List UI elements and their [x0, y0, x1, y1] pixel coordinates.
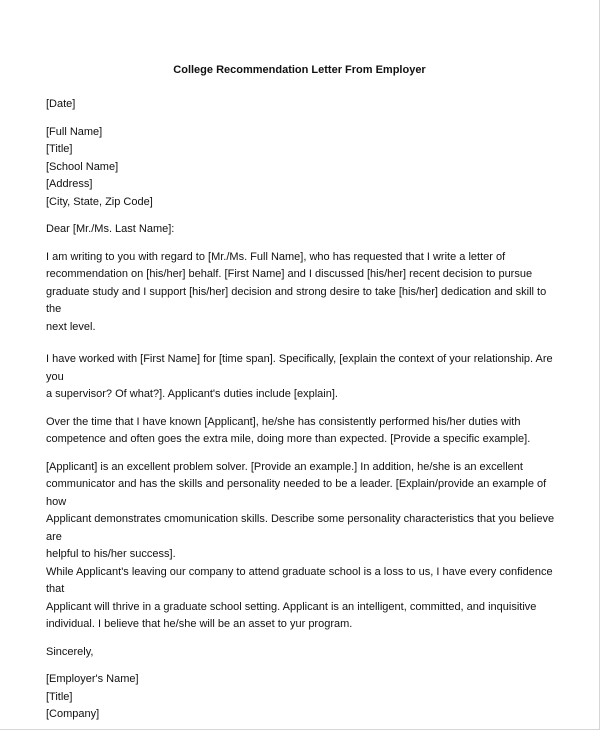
closing: Sincerely, — [46, 645, 94, 658]
paragraph-line: next level. — [46, 320, 96, 333]
salutation: Dear [Mr./Ms. Last Name]: — [46, 223, 175, 235]
letter-body — [46, 96, 556, 724]
paragraph-line: recommendation on [his/her] behalf. [First Name] and I discussed [his/her] recent decision to pursue — [46, 268, 533, 280]
recipient-school: [School Name] — [46, 160, 119, 173]
signature-company: [Company] — [46, 708, 100, 720]
recipient-block — [46, 124, 556, 212]
paragraph-line: a supervisor? Of what?]. Applicant's duties include [explain]. — [46, 388, 338, 400]
paragraph-line: [Applicant] is an excellent problem solver. [Provide an example.] In addition, he/she is an excellent — [46, 460, 523, 473]
paragraph-line: I have worked with [First Name] for [time span]. Specifically, [explain the context of your relationship. Are you — [46, 353, 553, 383]
paragraph-worked — [46, 351, 556, 404]
paragraph-line: Applicant will thrive in a graduate school setting. Applicant is an intelligent, committed, and inquisitive — [46, 600, 537, 613]
paragraph-line: graduate study and I support [his/her] decision and strong desire to take [his/her] dedication and skill to the — [46, 285, 547, 315]
recipient-address: [Address] — [46, 178, 93, 190]
paragraph-over-time — [46, 414, 556, 449]
signature-title: [Title] — [46, 690, 73, 703]
paragraph-line: I am writing to you with regard to [Mr./Ms. Full Name], who has requested that I write a letter of — [46, 250, 506, 263]
paragraph-line: Over the time that I have known [Applicant], he/she has consistently performed his/her duties with — [46, 415, 521, 428]
paragraph-intro — [46, 249, 556, 337]
paragraph-line: While Applicant's leaving our company to attend graduate school is a loss to us, I have every confidence that — [46, 565, 553, 595]
recipient-title: [Title] — [46, 143, 73, 155]
signature-name: [Employer's Name] — [46, 673, 139, 685]
paragraph-excellent — [46, 459, 556, 634]
recipient-full-name: [Full Name] — [46, 125, 103, 138]
paragraph-line: communicator and has the skills and personality needed to be a leader. [Explain/provide an example of how — [46, 478, 547, 508]
date-line: [Date] — [46, 98, 76, 110]
paragraph-line: helpful to his/her success]. — [46, 548, 176, 560]
paragraph-line: individual. I believe that he/she will be an asset to yur program. — [46, 618, 353, 630]
signature-block — [46, 671, 556, 724]
paragraph-line: Applicant demonstrates cmomunication skills. Describe some personality characteristics that you believe are — [46, 513, 555, 543]
recipient-city: [City, State, Zip Code] — [46, 195, 153, 208]
paragraph-line: competence and often goes the extra mile, doing more than expected. [Provide a specific example]. — [46, 433, 531, 445]
letter-title: College Recommendation Letter From Employer — [173, 64, 426, 76]
